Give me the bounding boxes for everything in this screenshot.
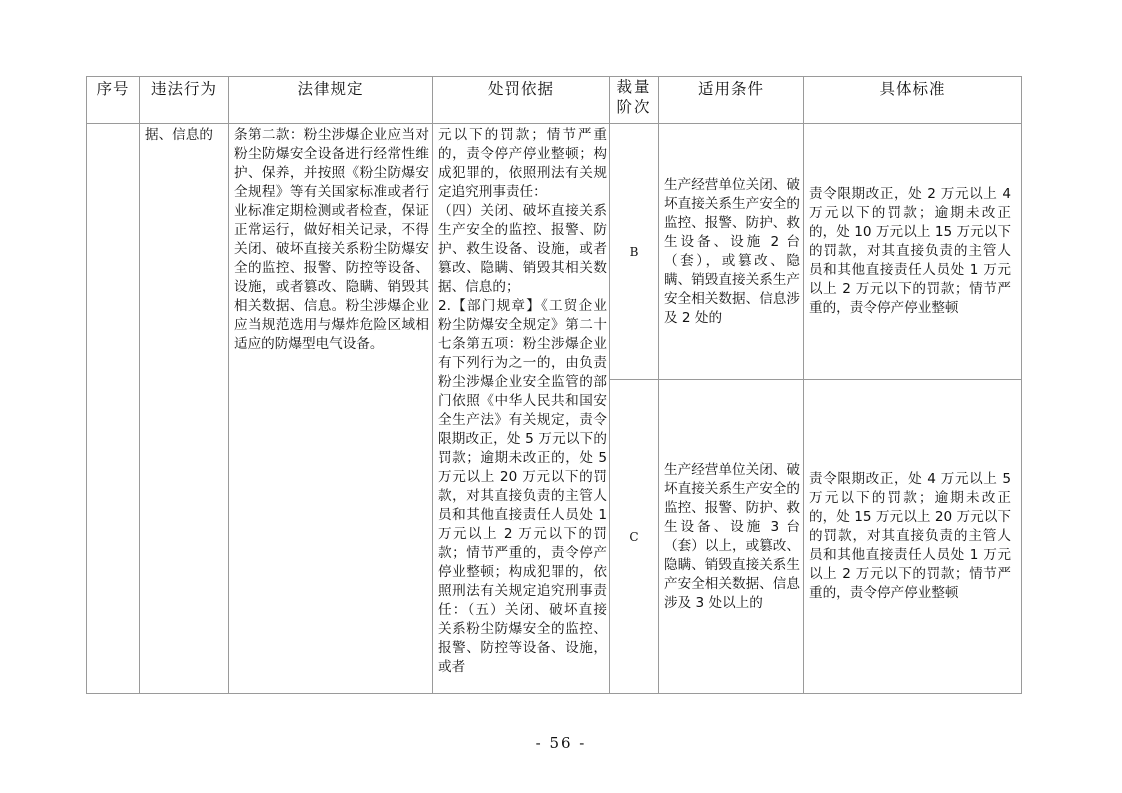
table-row-level-b: [87, 124, 1022, 380]
header-no: 序号: [87, 77, 140, 124]
cell-grade-c: C: [610, 380, 659, 694]
page-number: - 56 -: [535, 734, 587, 752]
header-violation: 违法行为: [140, 77, 229, 124]
cell-standard-c: 责令限期改正，处 4 万元以上 5 万元以下的罚款；逾期未改正的，处 15 万元以上 20 万元以下的罚款，对其直接负责的主管人员和其他直接责任人员处 1 万元以上 2 万元以下的罚款；情节严重的，责令停产停业整顿: [804, 380, 1022, 694]
header-level: 裁量 阶次: [610, 77, 659, 124]
table-header-row: [87, 77, 1022, 124]
header-condition: 适用条件: [659, 77, 804, 124]
cell-no: [87, 124, 140, 694]
cell-standard-b: 责令限期改正，处 2 万元以上 4 万元以下的罚款；逾期未改正的，处 10 万元以上 15 万元以下的罚款，对其直接负责的主管人员和其他直接责任人员处 1 万元以上 2 万元以下的罚款；情节严重的，责令停产停业整顿: [804, 124, 1022, 380]
header-penalty-basis: 处罚依据: [433, 77, 610, 124]
cell-law: 条第二款：粉尘涉爆企业应当对粉尘防爆安全设备进行经常性维护、保养，并按照《粉尘防爆安全规程》等有关国家标准或者行业标准定期检测或者检查，保证正常运行，做好相关记录，不得关闭、破坏直接关系粉尘防爆安全的监控、报警、防控等设备、设施，或者篡改、隐瞒、销毁其相关数据、信息。粉尘涉爆企业应当规范选用与爆炸危险区域相适应的防爆型电气设备。: [229, 124, 433, 694]
header-law: 法律规定: [229, 77, 433, 124]
cell-condition-c: 生产经营单位关闭、破坏直接关系生产安全的监控、报警、防护、救生设备、设施 3 台（套）以上，或篡改、隐瞒、销毁直接关系生产安全相关数据、信息涉及 3 处以上的: [659, 380, 804, 694]
cell-grade-b: B: [610, 124, 659, 380]
penalty-discretion-table: [86, 76, 1022, 694]
header-standard: 具体标准: [804, 77, 1022, 124]
cell-condition-b: 生产经营单位关闭、破坏直接关系生产安全的监控、报警、防护、救生设备、设施 2 台（套），或篡改、隐瞒、销毁直接关系生产安全相关数据、信息涉及 2 处的: [659, 124, 804, 380]
cell-penalty-basis: 元以下的罚款；情节严重的，责令停产停业整顿；构成犯罪的，依照刑法有关规定追究刑事责任： （四）关闭、破坏直接关系生产安全的监控、报警、防护、救生设备、设施，或者篡改、隐瞒、销毁其相关数据、信息的； 2.【部门规章】《工贸企业粉尘防爆安全规定》第二十七条第五项：粉尘涉爆企业有下列行为之一的，由负责粉尘涉爆企业安全监管的部门依照《中华人民共和国安全生产法》有关规定，责令限期改正，处 5 万元以下的罚款；逾期未改正的，处 5 万元以上 20 万元以下的罚款，对其直接负责的主管人员和其他直接责任人员处 1 万元以上 2 万元以下的罚款；情节严重的，责令停产停业整顿；构成犯罪的，依照刑法有关规定追究刑事责任：（五）关闭、破坏直接关系粉尘防爆安全的监控、报警、防控等设备、设施，或者: [433, 124, 610, 694]
cell-violation: 据、信息的: [140, 124, 229, 694]
